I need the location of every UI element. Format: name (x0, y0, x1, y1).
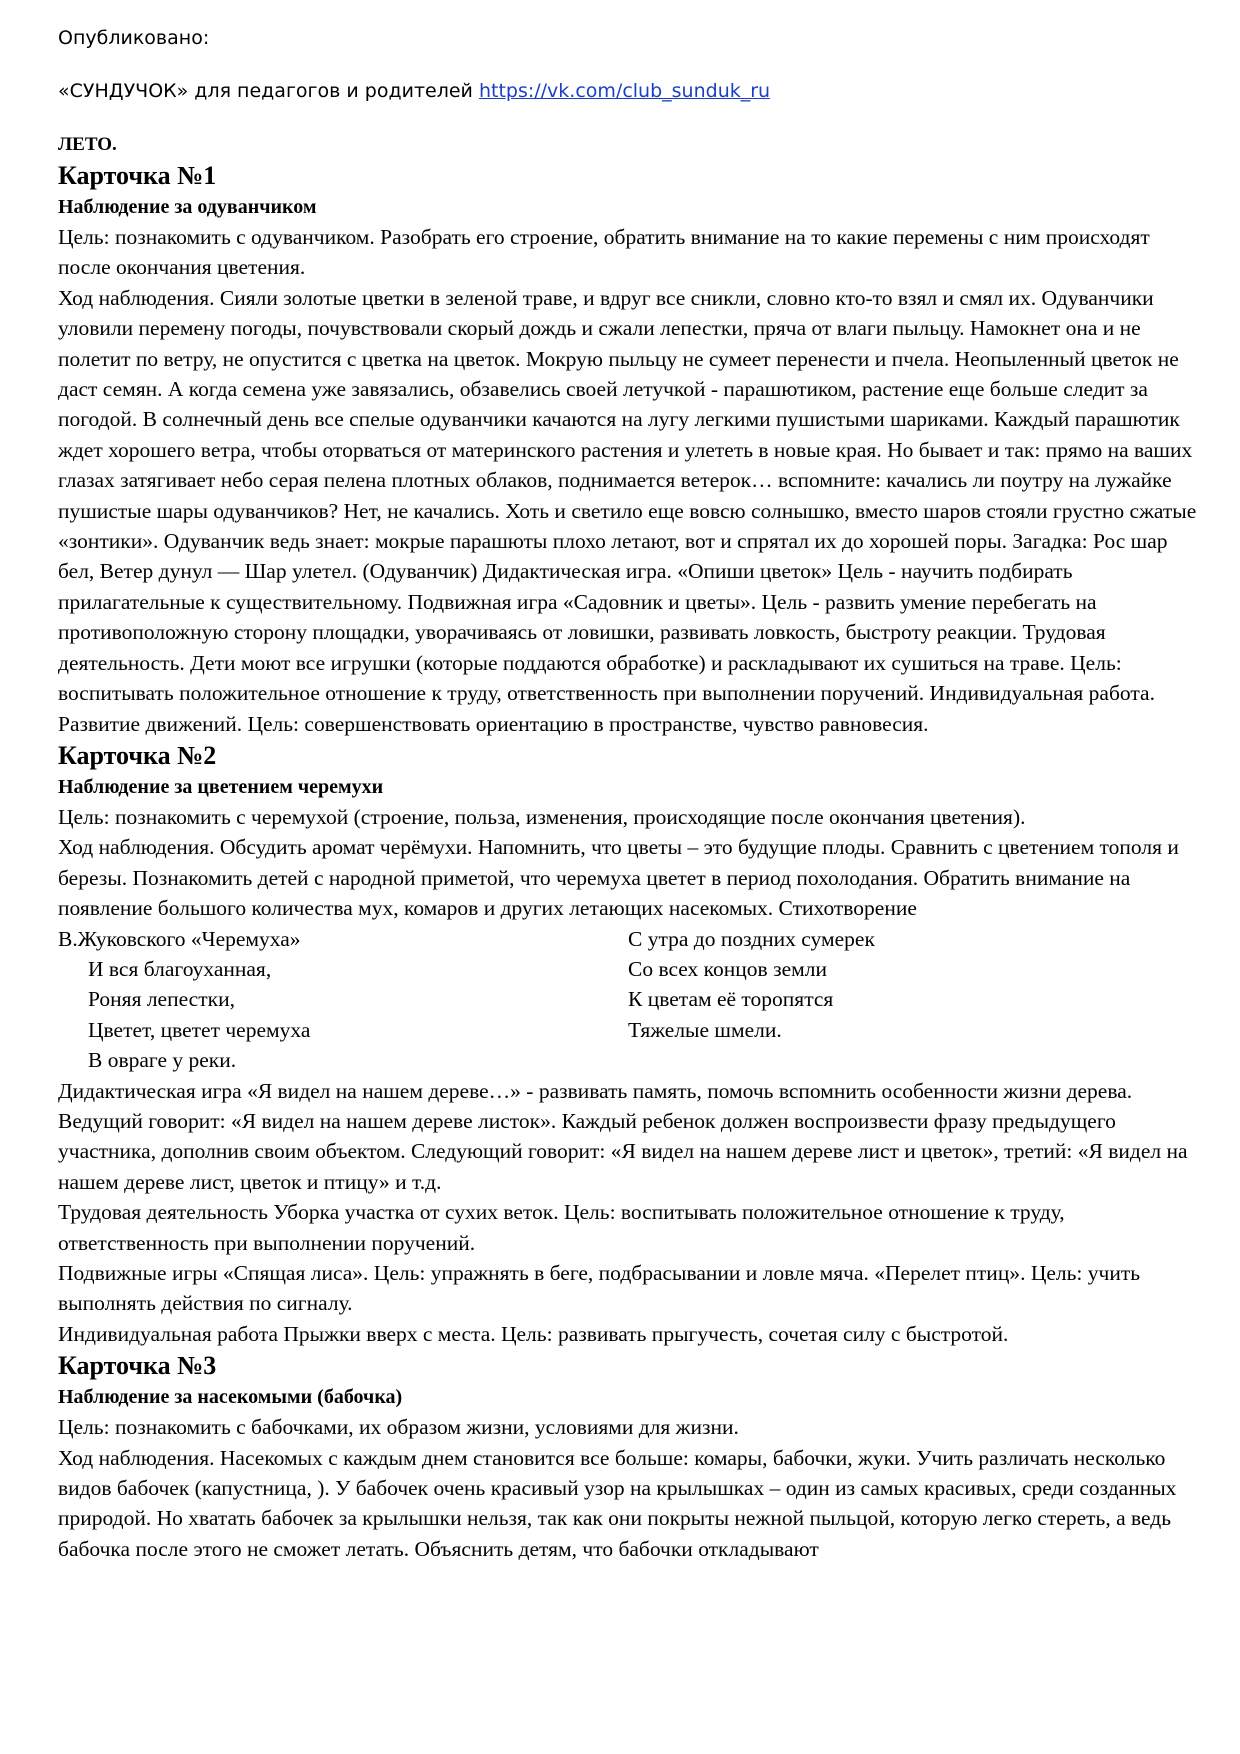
card-1-body: Ход наблюдения. Сияли золотые цветки в зеленой траве, и вдруг все сникли, словно кто-то взял и смял их. Одуванчики уловили перемену погоды, почувствовали скорый дождь и сжали лепестки, пряча от влаги пыльцу. Намокнет она и не полетит по ветру, не опустится с цветка на цветок. Мокрую пыльцу не сумеет перенести и пчела. Неопыленный цветок не даст семян. А когда семена уже завязались, обзавелись своей летучкой - парашютиком, растение еще больше следит за погодой. В солнечный день все спелые одуванчики качаются на лугу легкими пушистыми шариками. Каждый парашютик ждет хорошего ветра, чтобы оторваться от материнского растения и улететь в новые края. Но бывает и так: прямо на ваших глазах затягивает небо серая пелена плотных облаков, поднимается ветерок… вспомните: качались ли поутру на лужайке пушистые шары одуванчиков? Нет, не качались. Хоть и светило еще вовсю солнышко, вместо шаров стояли грустно сжатые «зонтики». Одуванчик ведь знает: мокрые парашюты плохо летают, вот и спрятал их до хорошей поры. Загадка: Рос шар бел, Ветер дунул — Шар улетел. (Одуванчик) Дидактическая игра. «Опиши цветок» Цель - научить подбирать прилагательные к существительному. Подвижная игра «Садовник и цветы». Цель - развить умение перебегать на противоположную сторону площадки, уворачиваясь от ловишки, развивать ловкость, быстроту реакции. Трудовая деятельность. Дети моют все игрушки (которые поддаются обработке) и раскладывают их сушиться на траве. Цель: воспитывать положительное отношение к труду, ответственность при выполнении поручений. Индивидуальная работа. Развитие движений. Цель: совершенствовать ориентацию в пространстве, чувство равновесия. (58, 285, 1197, 736)
poem-line: И вся благоуханная, (88, 956, 272, 981)
card-2-observation-title: Наблюдение за цветением черемухи (58, 775, 384, 798)
card-3-observation-title: Наблюдение за насекомыми (бабочка) (58, 1386, 403, 1409)
card-2-title: Карточка №2 (58, 740, 217, 770)
poem-line: Со всех концов земли (628, 956, 827, 981)
poem-left-column (58, 924, 628, 1076)
card-1-title: Карточка №1 (58, 161, 217, 190)
card-1-goal: Цель: познакомить с одуванчиком. Разобрать его строение, обратить внимание на то какие перемены с ним происходят после окончания цветения. (58, 225, 1150, 280)
poem-line: В овраге у реки. (88, 1048, 237, 1073)
card-3 (58, 1349, 1198, 1564)
poem-line: Тяжелые шмели. (628, 1017, 782, 1042)
card-3-title: Карточка №3 (58, 1351, 217, 1381)
source-link[interactable]: https://vk.com/club_sunduk_ru (478, 80, 771, 102)
source-line (58, 80, 770, 102)
card-2-body: Ход наблюдения. Обсудить аромат черёмухи. Напомнить, что цветы – это будущие плоды. Сравнить с цветением тополя и березы. Познакомить детей с народной приметой, что черемуха цветет в период похолодания. Обратить внимание на появление большого количества мух, комаров и других летающих насекомых. Стихотворение (58, 835, 1179, 921)
card-2-labor: Трудовая деятельность Уборка участка от сухих веток. Цель: воспитывать положительное отношение к труду, ответственность при выполнении поручений. (58, 1200, 1065, 1255)
poem-line: С утра до поздних сумерек (628, 926, 875, 951)
poem-line: Цветет, цветет черемуха (88, 1017, 311, 1042)
poem-line: В.Жуковского «Черемуха» (58, 926, 301, 951)
card-2-individual-work: Индивидуальная работа Прыжки вверх с места. Цель: развивать прыгучесть, сочетая силу с быстротой. (58, 1321, 1009, 1346)
poem-line: К цветам её торопятся (628, 987, 834, 1012)
card-3-body: Ход наблюдения. Насекомых с каждым днем становится все больше: комары, бабочки, жуки. Учить различать несколько видов бабочек (капустница, ). У бабочек очень красивый узор на крылышках – один из самых красивых, среди созданных природой. Но хватать бабочек за крылышки нельзя, так как они покрыты нежной пыльцой, которую легко стереть, а ведь бабочка после этого не сможет летать. Объяснить детям, что бабочки откладывают (58, 1445, 1177, 1561)
card-1 (58, 159, 1198, 739)
poem-line: Роняя лепестки, (88, 987, 235, 1012)
card-2 (58, 739, 1198, 1349)
card-3-goal: Цель: познакомить с бабочками, их образом жизни, условиями для жизни. (58, 1415, 739, 1440)
published-label: Опубликовано: (58, 27, 210, 49)
document-content (58, 131, 1198, 1564)
card-1-observation-title: Наблюдение за одуванчиком (58, 196, 317, 218)
poem (58, 924, 1198, 1076)
card-2-didactic-game: Дидактическая игра «Я видел на нашем дереве…» - развивать память, помочь вспомнить особенности жизни дерева. Ведущий говорит: «Я видел на нашем дереве листок». Каждый ребенок должен воспроизвести фразу предыдущего участника, дополнив своим объектом. Следующий говорит: «Я видел на нашем дереве лист и цветок», третий: «Я видел на нашем дереве лист, цветок и птицу» и т.д. (58, 1078, 1188, 1194)
season-heading: ЛЕТО. (58, 134, 117, 155)
card-2-active-games: Подвижные игры «Спящая лиса». Цель: упражнять в беге, подбрасывании и ловле мяча. «Перелет птиц». Цель: учить выполнять действия по сигналу. (58, 1261, 1141, 1316)
poem-right-column (628, 924, 1198, 1076)
source-prefix: «СУНДУЧОК» для педагогов и родителей (58, 80, 479, 102)
card-2-goal: Цель: познакомить с черемухой (строение, польза, изменения, происходящие после окончания цветения). (58, 804, 1026, 829)
